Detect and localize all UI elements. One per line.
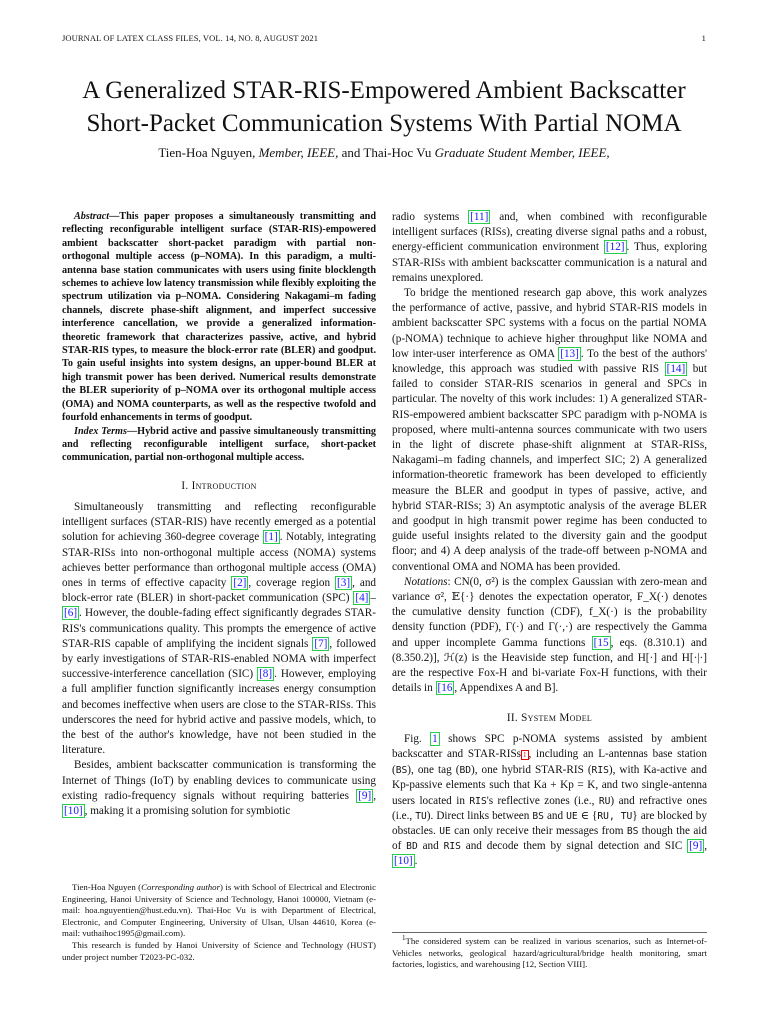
citation-link[interactable]: [9] <box>689 840 703 853</box>
abstract: Abstract—This paper proposes a simultaneously transmitting and reflecting reconfigurable intelligent surface (STAR-RIS)-empowered ambient backscatter short-packet paradigm with partial non-orthogonal multiple access (p–NOMA). In this paradigm, a multi-antenna base station communicates with users using finite blocklength schemes to achieve low latency transmission while flexibly exploiting the spectrum utilization via p–NOMA. Considering Nakagami–m fading channels, discrete phase-shift alignment, and imperfect successive interference cancellation, we provide a generalized information-theoretic framework that characterizes passive, active, and hybrid STAR-RIS types, to measure the block-error rate (BLER) and goodput. To gain useful insights into system designs, an upper-bound BLER at high transmit power has been derived. Numerical results demonstrate the BLER superiority of p–NOMA over its orthogonal multiple access (OMA) and NOMA counterparts, as well as the respective twofold and fourfold enhancements in terms of goodput. <box>62 211 376 424</box>
citation-link[interactable]: [1] <box>264 531 278 544</box>
section-heading-system-model: II. System Model <box>506 711 593 724</box>
citation-link[interactable]: [6] <box>64 607 78 620</box>
author-line: Tien-Hoa Nguyen, Member, IEEE, and Thai-Hoc Vu Graduate Student Member, IEEE, <box>158 145 610 160</box>
left-column <box>62 210 376 819</box>
footnote-link[interactable]: 1 <box>523 750 527 759</box>
section-heading-introduction: I. Introduction <box>181 479 257 492</box>
citation-link[interactable]: [9] <box>358 789 372 802</box>
page-number: 1 <box>701 33 706 43</box>
title-line-1: A Generalized STAR-RIS-Empowered Ambient Backscatter <box>82 77 686 104</box>
citation-link[interactable]: [16 <box>437 682 453 695</box>
author-footnote: Tien-Hoa Nguyen (Corresponding author) is with School of Electrical and Electronic Engineering, Hanoi University of Science and Technology, Hanoi 100000, Vietnam (e-mail: hoa.nguyentien@hust.edu.vn). Thai-Hoc Vu is with Department of Electrical, Electronic, and Computer Engineering, University of Ulsan, Ulsan 44610, Korea (e-mail: vuthaihoc1995@gmail.com). This research is funded by Hanoi University of Science and Technology (HUST) under project number T2023-PC-032. <box>62 882 377 962</box>
citation-link[interactable]: [12] <box>605 241 625 254</box>
right-paragraph-2: To bridge the mentioned research gap above, this work analyzes the performance of active, passive, and hybrid STAR-RIS models in ambient backscatter SPC systems with a focus on the partial NOMA (p-NOMA) technique to achieve higher throughput like NOMA and low inter-user interference as OMA [13] . To the best of the authors' knowledge, this approach was studied with passive RIS [14] but failed to consider STAR-RIS scenarios in general and SPCs in particular. The novelty of this work includes: 1) A generalized STAR-RIS-empowered ambient backscatter SPC paradigm with p-NOMA is proposed, where multi-antenna sources communicate with two users in the light of discrete phase-shift alignment at STAR-RISs, Nakagami–m fading channels, and imperfect SIC; 2) A generalized information-theoretic framework has been developed to efficiently measure the BLER and goodput in types of passive, active, and hybrid STAR-RISs; 3) An asymptotic analysis of the average BLER and goodput in high transmit power regime has been conducted to guide useful insights related to the diversity gain and the goodput floor; and 4) A deep analysis of the trade-off between p-NOMA and conventional OMA and NOMA has been provided. <box>392 287 708 573</box>
citation-link[interactable]: [4] <box>355 592 369 605</box>
right-column <box>392 210 707 870</box>
intro-paragraph-2: Besides, ambient backscatter communication is transforming the Internet of Things (IoT) by enabling devices to communicate using existing radio-frequency signals without requiring batteries [9] , [10] , making it a promising solution for symbiotic <box>62 759 376 817</box>
notations-paragraph: Notations: CN(0, σ²) is the complex Gaussian with zero-mean and variance σ², 𝔼{·} denotes the expectation operator, F_X(·) denotes the cumulative density function (CDF), f_X(·) is the probability density function (PDF), Γ(·) and Γ(·,·) are respectively the Gamma and upper incomplete Gamma functions [15 , eqs. (8.310.1) and (8.350.2)], ℋ(z) is the Heaviside step function, and H[·] and H[·|·] are the respective Fox-H and bi-variate Fox-H functions, with their details in [16 , Appendixes A and B]. <box>392 575 707 695</box>
figure-link[interactable]: 1 <box>432 732 438 745</box>
running-head <box>62 33 706 43</box>
right-paragraph-1: radio systems [11] and, when combined with reconfigurable intelligent surfaces (RISs), creating diverse signal paths and a robust, energy-efficient communication environment [12] . Thus, exploring STAR-RISs with ambient backscatter communication is a natural and remains unexplored. <box>392 211 708 284</box>
citation-link[interactable]: [11] <box>470 211 489 223</box>
journal-name: JOURNAL OF LATEX CLASS FILES, VOL. 14, NO. 8, AUGUST 2021 <box>62 33 319 43</box>
citation-link[interactable]: [2] <box>233 576 247 589</box>
citation-link[interactable]: [13] <box>560 347 579 360</box>
citation-link[interactable]: [15 <box>593 636 609 649</box>
citation-link[interactable]: [10] <box>64 804 83 817</box>
title-line-2: Short-Packet Communication Systems With Partial NOMA <box>86 110 682 137</box>
intro-paragraph-1: Simultaneously transmitting and reflecting reconfigurable intelligent surfaces (STAR-RIS) have recently emerged as a potential solution for achieving 360-degree coverage [1] . Notably, integrating STAR-RISs into non-orthogonal multiple access (NOMA) systems achieves better performance than orthogonal multiple access (OMA) ones in terms of effective capacity [2] , coverage region [3] , and block-error rate (BLER) in short-packet communication (SPC) [4] –[6] . However, the double-fading effect significantly degrades STAR-RIS's communications quality. This prompts the emergence of active STAR-RIS capable of amplifying the incident signals [7] , followed by early investigations of STAR-RIS-enabled NOMA with imperfect successive-interference cancellation (SIC) [8] . However, employing a full amplifier function significantly increases energy consumption and becomes ineffective when users are close to the STAR-RISs. This underscores the need for hybrid active and passive models, which, to the best of the author's knowledge, have not been studied in the literature. <box>62 500 377 757</box>
citation-link[interactable]: [14] <box>666 363 686 376</box>
system-model-paragraph: Fig. 1 shows SPC p-NOMA systems assisted by ambient backscatter and STAR-RISs 1 , including an L-antennas base station (BS), one tag (BD), one hybrid STAR-RIS (RIS), with Ka-active and Kp-passive elements such that Ka + Kp = K, and two single-antenna users located in RIS's reflective zones (i.e., RU) and refractive ones (i.e., TU). Direct links between BS and UE ∈ {RU, TU} are blocked by obstacles. UE can only receive their messages from BS though the aid of BD and RIS and decode them by signal detection and SIC [9] , [10] . <box>392 732 708 868</box>
citation-link[interactable]: [8] <box>259 668 273 681</box>
system-footnote: $^1$The considered system can be realized in various scenarios, such as Internet-of-Vehicles networks, geological hazard/agricultural/bridge health monitoring, smart factories, logistics, and warehousing [12, Section VIII]. <box>392 932 707 971</box>
paper-title <box>40 74 728 140</box>
citation-link[interactable]: [3] <box>337 576 351 589</box>
citation-link[interactable]: [7] <box>314 637 328 650</box>
citation-link[interactable]: [10] <box>394 855 413 868</box>
index-terms: Index Terms—Hybrid active and passive simultaneously transmitting and reflecting reconfigurable intelligent surface, short-packet communication, partial non-orthogonal multiple access. <box>62 425 376 464</box>
